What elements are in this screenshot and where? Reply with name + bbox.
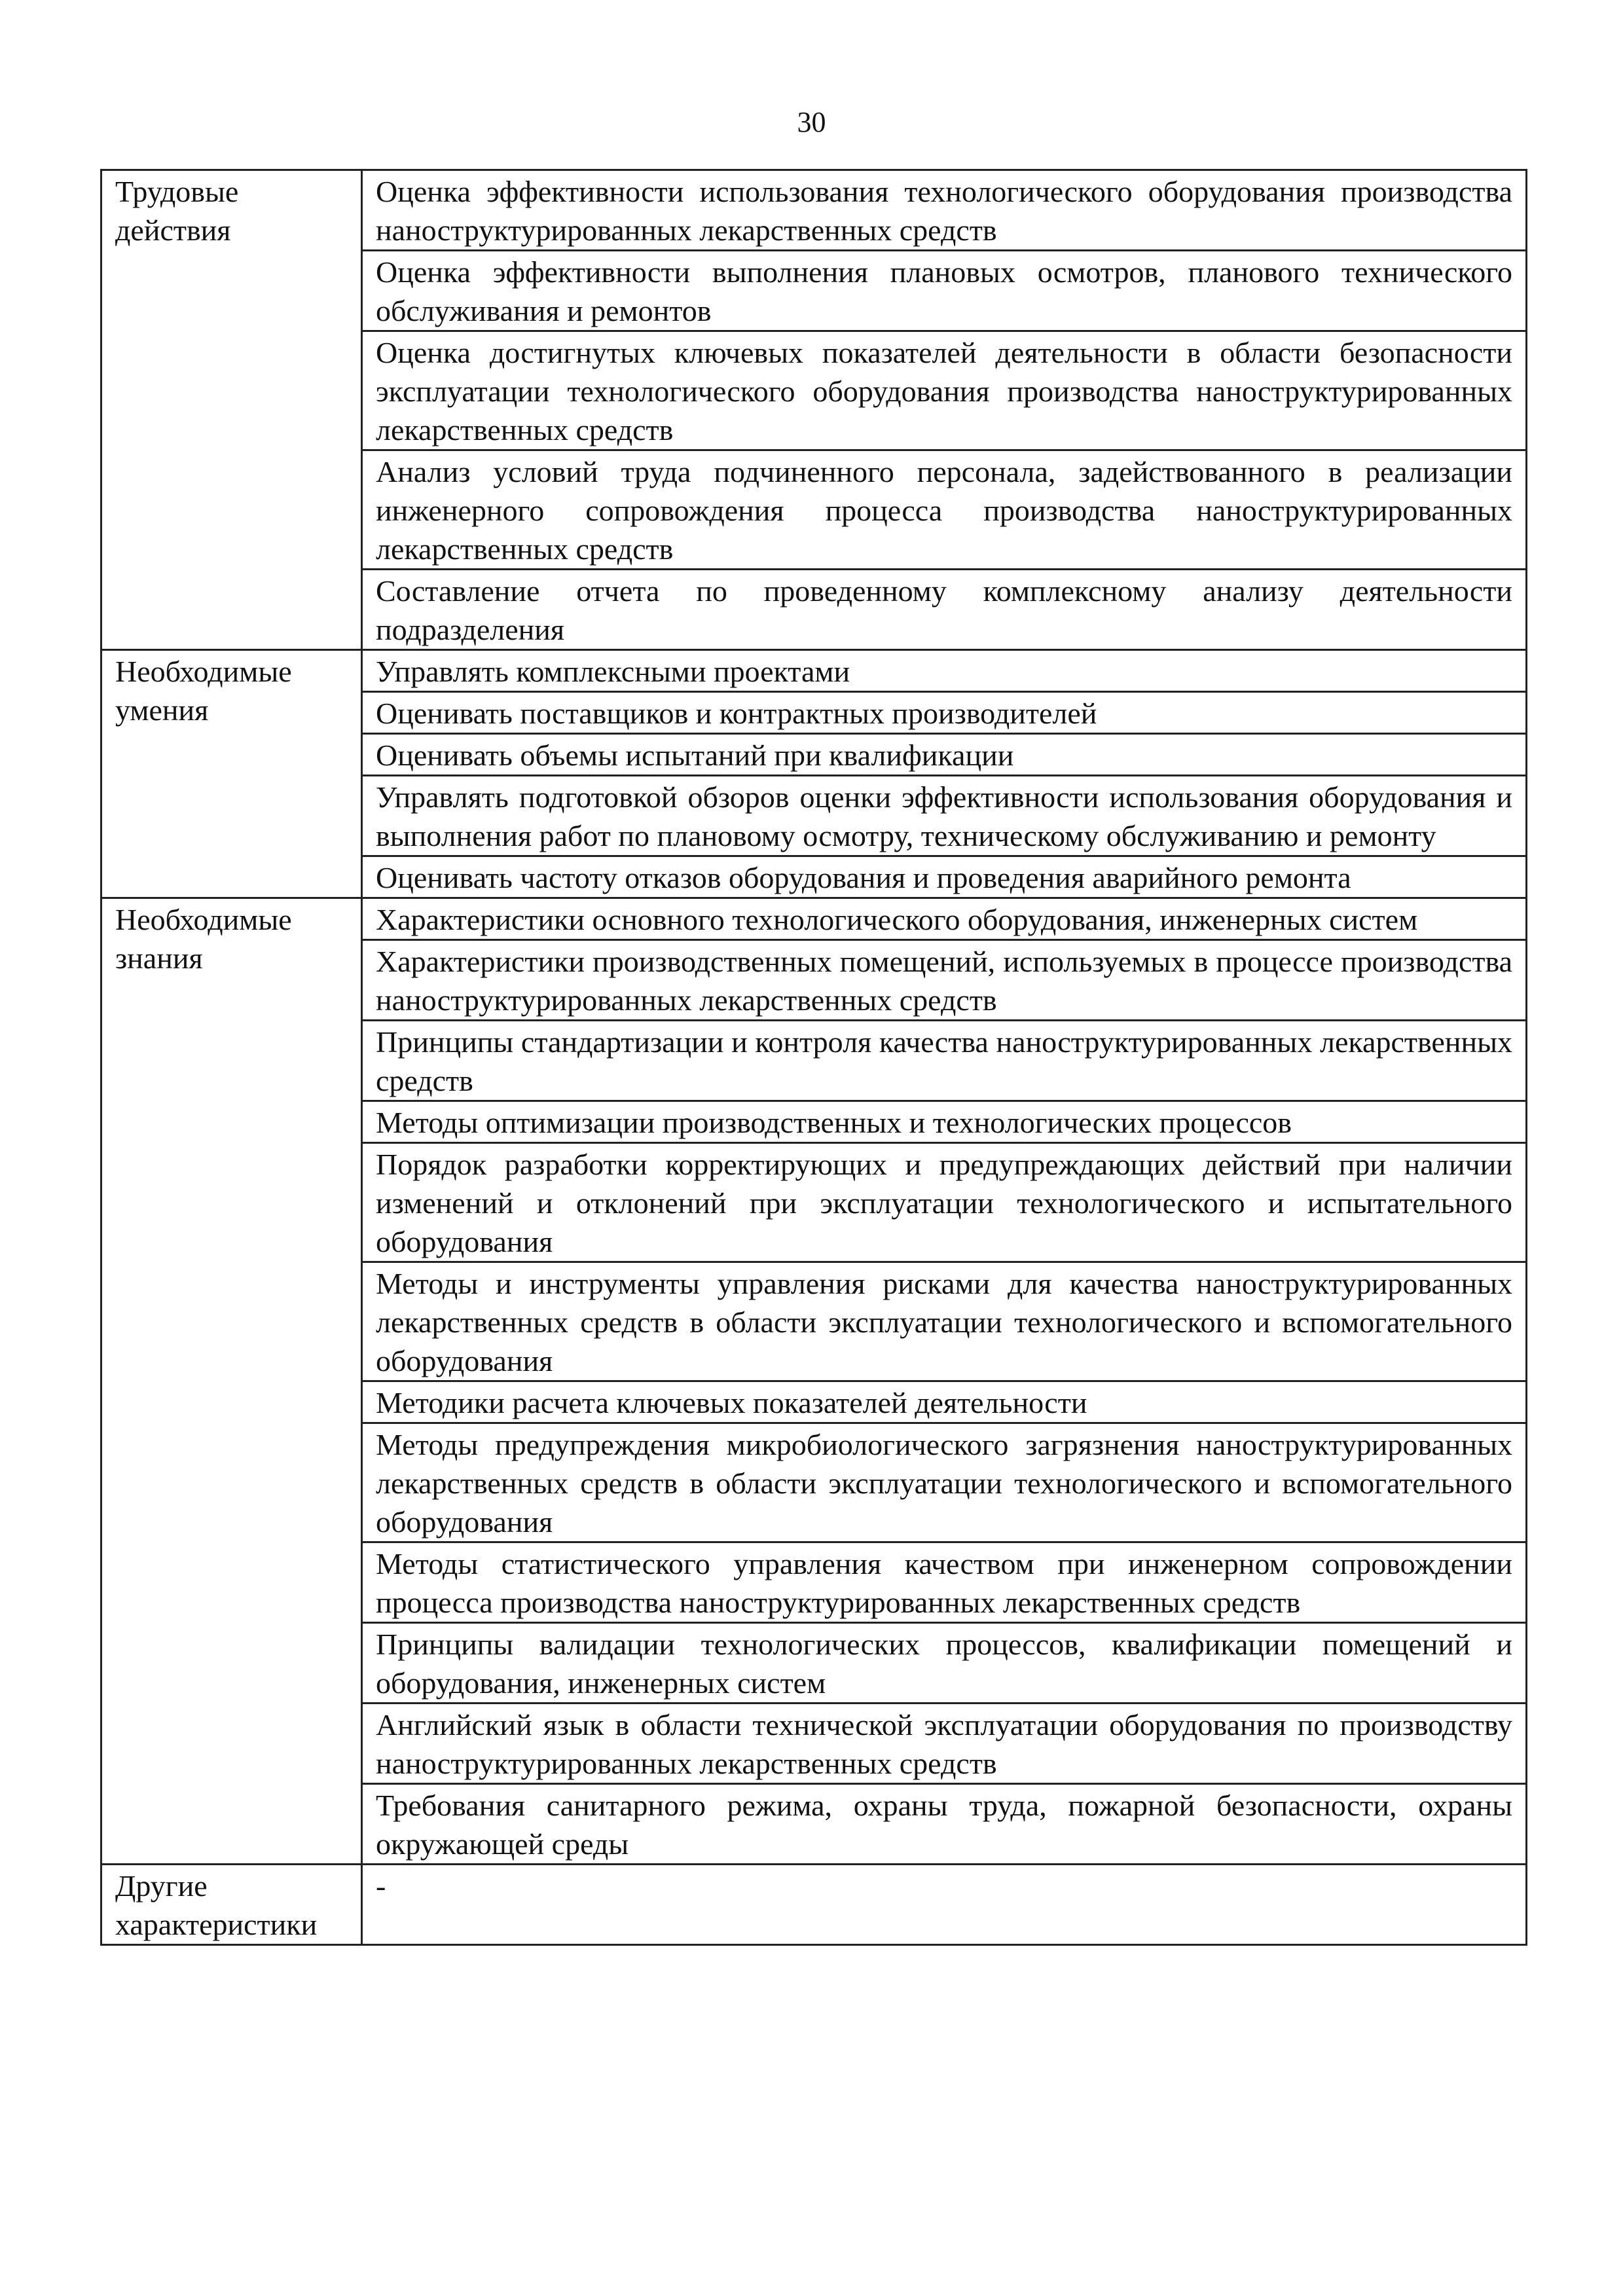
table-row [101, 650, 1527, 692]
section-item: Оценивать объемы испытаний при квалификации [362, 734, 1527, 776]
section-item: Оценка эффективности выполнения плановых осмотров, планового технического обслуживания и ремонтов [362, 251, 1527, 331]
section-item: - [362, 1865, 1527, 1945]
competency-table [100, 169, 1527, 1946]
section-item: Методы статистического управления качеством при инженерном сопровождении процесса производства наноструктурированных лекарственных средств [362, 1542, 1527, 1623]
section-item: Методики расчета ключевых показателей деятельности [362, 1381, 1527, 1423]
table-row [101, 1865, 1527, 1945]
section-item: Принципы валидации технологических процессов, квалификации помещений и оборудования, инженерных систем [362, 1623, 1527, 1704]
table-row [101, 898, 1527, 940]
section-item: Английский язык в области технической эксплуатации оборудования по производству наноструктурированных лекарственных средств [362, 1704, 1527, 1784]
section-item: Характеристики производственных помещений, используемых в процессе производства наноструктурированных лекарственных средств [362, 940, 1527, 1021]
section-item: Оценивать поставщиков и контрактных производителей [362, 692, 1527, 734]
section-label: Трудовые действия [101, 170, 362, 650]
section-item: Методы оптимизации производственных и технологических процессов [362, 1101, 1527, 1143]
section-item: Методы предупреждения микробиологического загрязнения наноструктурированных лекарственных средств в области эксплуатации технологического и вспомогательного оборудования [362, 1423, 1527, 1542]
section-item: Порядок разработки корректирующих и предупреждающих действий при наличии изменений и отклонений при эксплуатации технологического и испытательного оборудования [362, 1143, 1527, 1262]
competency-table-body [101, 170, 1527, 1945]
section-label: Необходимые умения [101, 650, 362, 898]
section-item: Управлять подготовкой обзоров оценки эффективности использования оборудования и выполнения работ по плановому осмотру, техническому обслуживанию и ремонту [362, 776, 1527, 856]
page-number: 30 [797, 106, 826, 138]
section-item: Оценка эффективности использования технологического оборудования производства наноструктурированных лекарственных средств [362, 170, 1527, 251]
section-item: Анализ условий труда подчиненного персонала, задействованного в реализации инженерного сопровождения процесса производства наноструктурированных лекарственных средств [362, 450, 1527, 570]
section-label: Необходимые знания [101, 898, 362, 1865]
section-item: Характеристики основного технологического оборудования, инженерных систем [362, 898, 1527, 940]
section-item: Принципы стандартизации и контроля качества наноструктурированных лекарственных средств [362, 1021, 1527, 1101]
section-item: Составление отчета по проведенному комплексному анализу деятельности подразделения [362, 570, 1527, 650]
section-item: Методы и инструменты управления рисками для качества наноструктурированных лекарственных средств в области эксплуатации технологического и вспомогательного оборудования [362, 1262, 1527, 1381]
section-item: Управлять комплексными проектами [362, 650, 1527, 692]
section-label: Другие характеристики [101, 1865, 362, 1945]
table-row [101, 170, 1527, 251]
section-item: Оценивать частоту отказов оборудования и проведения аварийного ремонта [362, 856, 1527, 898]
section-item: Оценка достигнутых ключевых показателей деятельности в области безопасности эксплуатации технологического оборудования производства наноструктурированных лекарственных средств [362, 331, 1527, 450]
section-item: Требования санитарного режима, охраны труда, пожарной безопасности, охраны окружающей среды [362, 1784, 1527, 1865]
